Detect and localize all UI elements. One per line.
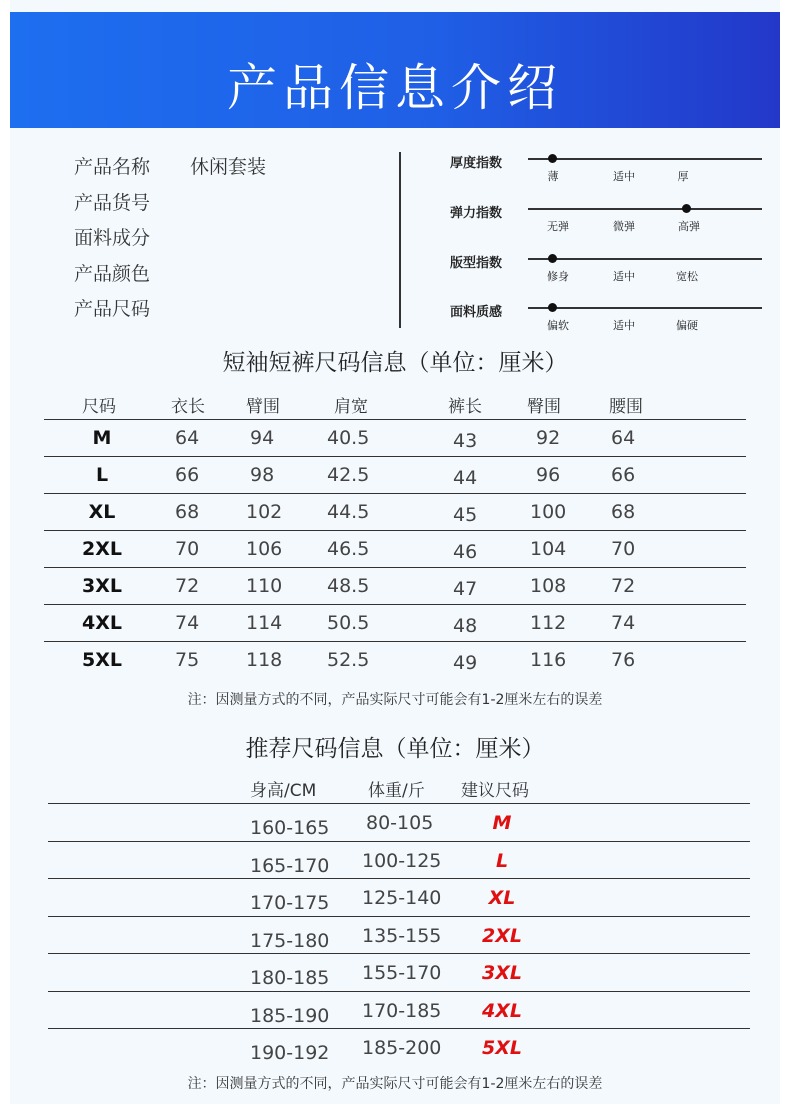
index-tick: 偏硬 [676,319,698,332]
size-cell: 5XL [82,649,122,671]
recommended-size: 3XL [482,962,522,984]
info-row-fabric [74,223,266,259]
height-cell: 165-170 [250,854,330,877]
index-texture [450,307,720,347]
table-cell: 49 [453,652,478,674]
table-cell: 52.5 [327,649,370,671]
table-cell: 48 [453,615,478,637]
table-cell: 66 [175,464,200,486]
header-cell: 尺码 [82,397,116,417]
title-banner [10,12,780,128]
table-cell: 66 [611,464,636,486]
table-cell: 106 [246,538,283,560]
table-cell: 64 [611,427,636,449]
header-cell: 裤长 [448,397,482,417]
page-title: 产品信息介绍 [227,59,563,117]
index-tick: 适中 [613,319,635,332]
table-header [48,768,750,804]
table-cell: 46 [453,541,478,563]
size-table-title: 短袖短裤尺码信息（单位：厘米） [222,350,568,376]
table-cell: 68 [611,501,636,523]
size-cell: XL [88,501,116,523]
table-row [48,917,750,955]
info-label: 面料成分 [74,227,151,249]
index-tick: 适中 [613,270,635,283]
table-row [44,568,746,605]
table-cell: 50.5 [327,612,370,634]
table-cell: 92 [536,427,561,449]
info-row-size [74,294,266,330]
size-cell: M [92,427,112,449]
table-cell: 75 [175,649,200,671]
recommended-size: 4XL [482,999,522,1022]
size-cell: 2XL [82,538,122,560]
table-cell: 74 [175,612,200,634]
table-cell: 45 [453,504,478,526]
index-name: 版型指数 [450,256,503,271]
table-cell: 108 [530,575,567,597]
rec-table-title: 推荐尺码信息（单位：厘米） [245,736,545,762]
height-cell: 190-192 [250,1042,330,1064]
weight-cell: 185-200 [362,1037,442,1059]
table-cell: 110 [246,575,283,597]
info-row-sku [74,188,266,224]
index-track [528,307,762,332]
table-cell: 47 [453,578,478,600]
recommended-size: 5XL [482,1037,522,1059]
index-tick: 高弹 [678,220,700,233]
table-row [48,1029,750,1067]
header-cell: 衣长 [171,397,205,417]
height-cell: 180-185 [250,967,330,989]
info-value: 休闲套装 [190,156,267,178]
table-cell: 48.5 [327,575,370,597]
table-cell: 44 [453,467,478,489]
index-tick: 薄 [547,170,559,183]
index-track [528,208,762,233]
table-row [48,842,750,880]
table-cell: 68 [175,501,200,523]
header-cell: 腰围 [609,397,643,417]
height-cell: 185-190 [250,1004,330,1027]
info-label: 产品尺码 [74,298,151,320]
table-row [48,954,750,992]
index-tick: 微弹 [613,220,635,233]
table-cell: 43 [453,430,478,452]
table-cell: 44.5 [327,501,370,523]
header-cell: 建议尺码 [461,781,529,801]
table-row [48,992,750,1030]
weight-cell: 135-155 [362,924,442,947]
table-cell: 64 [175,427,200,449]
index-marker-dot [682,204,691,213]
size-cell: L [95,464,109,486]
table-cell: 112 [530,612,567,634]
index-elasticity [450,208,720,248]
index-name: 面料质感 [450,305,503,320]
table-cell: 98 [250,464,275,486]
recommended-size: M [492,812,512,834]
rec-note: 注：因测量方式的不同，产品实际尺寸可能会有1-2厘米左右的误差 [187,1076,603,1092]
recommendation-table [48,768,750,1067]
table-cell: 100 [530,501,567,523]
header-cell: 体重/斤 [368,781,425,801]
index-track [528,258,762,283]
size-cell: 3XL [82,575,122,597]
index-marker-dot [548,154,557,163]
index-name: 厚度指数 [450,156,503,171]
info-label: 产品货号 [74,191,151,214]
index-track [528,158,762,183]
header-cell: 臀围 [527,397,561,417]
size-note: 注：因测量方式的不同，产品实际尺寸可能会有1-2厘米左右的误差 [187,692,603,708]
table-cell: 46.5 [327,538,370,560]
weight-cell: 80-105 [366,812,434,834]
info-label: 产品名称 [74,156,151,178]
table-row [44,642,746,679]
table-cell: 76 [611,649,636,671]
vertical-divider [399,152,401,328]
size-cell: 4XL [82,612,122,634]
table-cell: 96 [536,464,561,486]
index-tick: 适中 [613,170,635,183]
weight-cell: 100-125 [362,849,442,872]
index-tick: 偏软 [547,319,569,332]
weight-cell: 170-185 [362,999,442,1022]
table-row [44,457,746,494]
index-thickness [450,158,720,198]
weight-cell: 155-170 [362,962,442,984]
index-tick: 修身 [547,270,569,283]
table-cell: 70 [175,538,200,560]
header-cell: 肩宽 [334,397,368,417]
table-cell: 70 [611,538,636,560]
height-cell: 160-165 [250,817,330,839]
table-cell: 114 [246,612,283,634]
table-cell: 40.5 [327,427,370,449]
index-marker-dot [548,303,557,312]
table-row [48,804,750,842]
info-row-color [74,259,266,295]
table-cell: 74 [611,612,636,634]
product-info-list [74,152,266,330]
table-cell: 42.5 [327,464,370,486]
table-row [44,494,746,531]
table-cell: 118 [246,649,283,671]
index-tick: 无弹 [547,220,569,233]
table-row [44,531,746,568]
table-cell: 72 [175,575,200,597]
recommended-size: L [495,849,509,872]
table-cell: 116 [530,649,567,671]
table-row [44,605,746,642]
table-cell: 94 [250,427,275,449]
index-fit [450,258,720,298]
info-label: 产品颜色 [74,262,151,285]
size-table [44,384,746,679]
table-header [44,384,746,420]
table-row [48,879,750,917]
index-tick: 宽松 [676,270,698,283]
table-row [44,420,746,457]
weight-cell: 125-140 [362,887,442,909]
table-cell: 72 [611,575,636,597]
recommended-size: XL [488,887,516,909]
table-cell: 102 [246,501,283,523]
header-cell: 身高/CM [250,781,317,801]
height-cell: 170-175 [250,892,330,914]
header-cell: 臂围 [246,397,280,417]
index-tick: 厚 [677,170,689,183]
recommended-size: 2XL [482,924,522,947]
height-cell: 175-180 [250,929,330,952]
table-cell: 104 [530,538,567,560]
index-marker-dot [548,254,557,263]
index-name: 弹力指数 [450,206,503,221]
info-row-name [74,152,266,188]
